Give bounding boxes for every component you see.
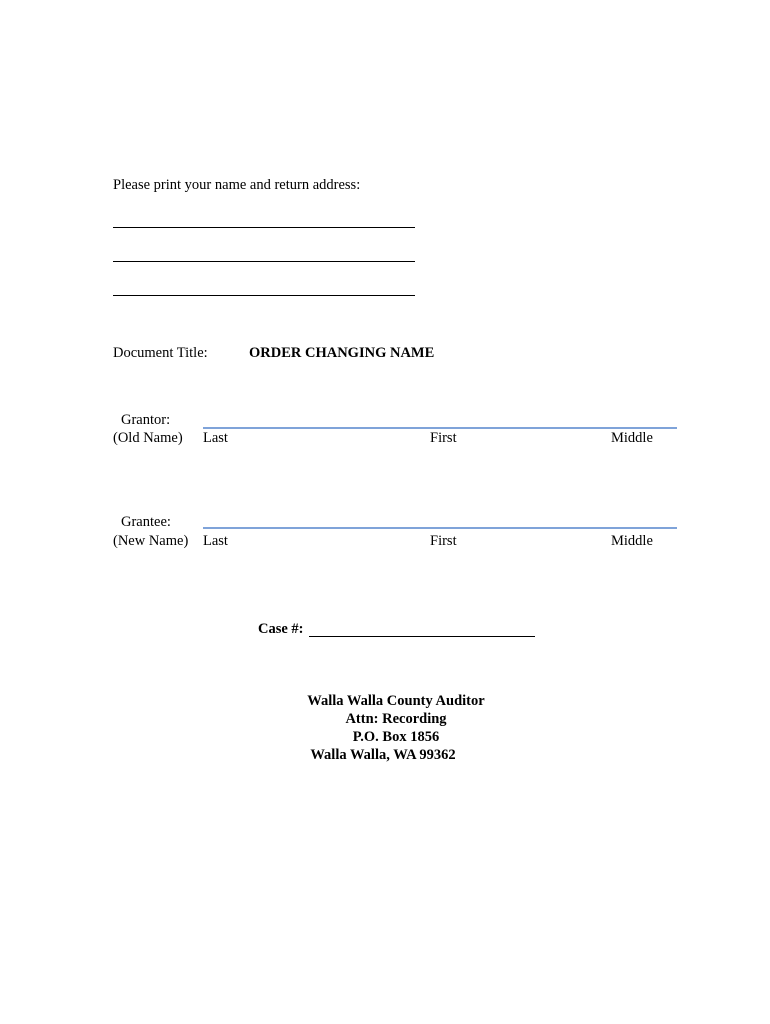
return-address-prompt: Please print your name and return address:: [113, 177, 361, 193]
mail-to-line-2: Attn: Recording: [345, 711, 447, 727]
grantee-first-label: First: [430, 533, 457, 549]
case-number-label: Case #:: [258, 621, 304, 637]
mail-to-line-3: P.O. Box 1856: [352, 729, 440, 745]
document-title-value: ORDER CHANGING NAME: [249, 345, 435, 361]
mail-to-line-1: Walla Walla County Auditor: [307, 693, 485, 709]
grantor-label: Grantor:: [121, 412, 171, 428]
return-address-line-2[interactable]: [113, 261, 415, 262]
grantee-name-line[interactable]: [203, 527, 677, 529]
grantor-name-line[interactable]: [203, 427, 677, 429]
grantee-label: Grantee:: [121, 514, 171, 530]
grantee-middle-label: Middle: [611, 533, 653, 549]
case-number-field[interactable]: [309, 636, 535, 637]
grantor-middle-label: Middle: [611, 430, 653, 446]
return-address-line-3[interactable]: [113, 295, 415, 296]
document-title-label: Document Title:: [113, 345, 208, 361]
grantee-last-label: Last: [203, 533, 228, 549]
grantor-last-label: Last: [203, 430, 228, 446]
mail-to-address: [246, 692, 546, 764]
return-address-line-1[interactable]: [113, 227, 415, 228]
grantee-sublabel: (New Name): [113, 533, 189, 549]
mail-to-line-4: Walla Walla, WA 99362: [310, 747, 456, 763]
grantor-sublabel: (Old Name): [113, 430, 183, 446]
grantor-first-label: First: [430, 430, 457, 446]
